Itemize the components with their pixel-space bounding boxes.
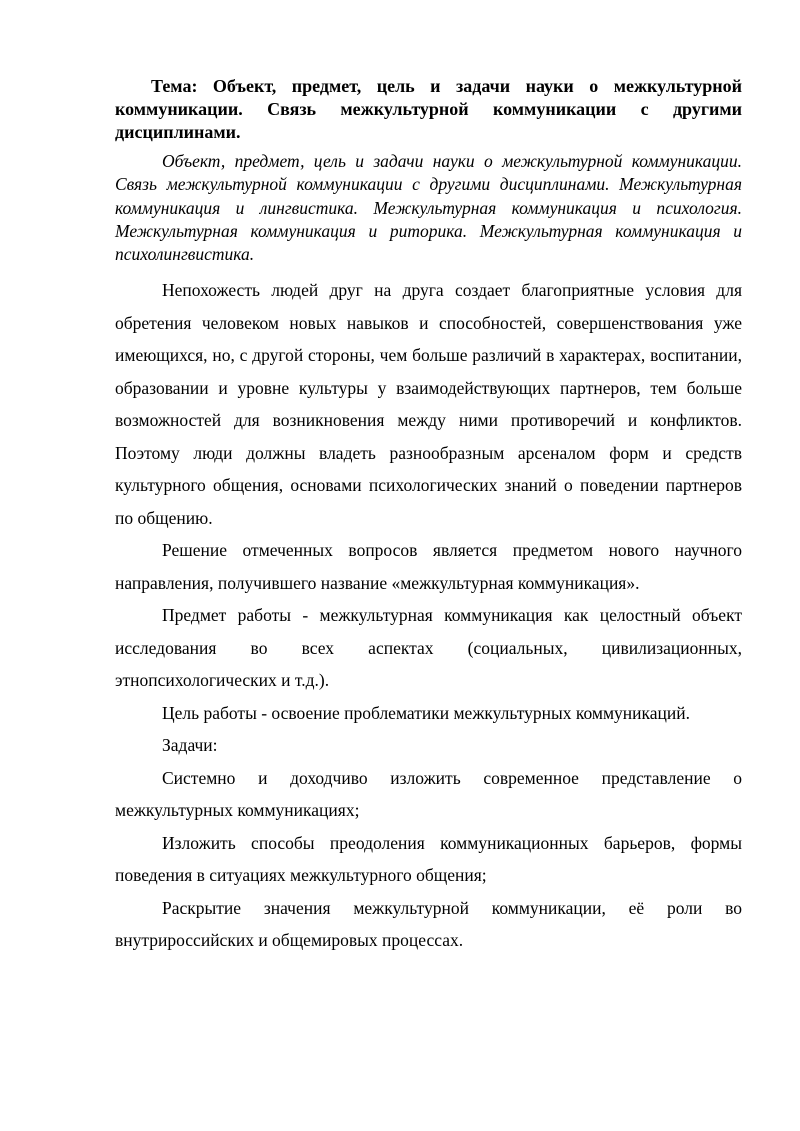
paragraph-subject: Предмет работы - межкультурная коммуникация как целостный объект исследования во всех аспектах (социальных, цивилизационных, этнопсихологических и т.д.).: [115, 605, 742, 691]
paragraph-solution: Решение отмеченных вопросов является предметом нового научного направления, получившего название «межкультурная коммуникация».: [115, 540, 742, 593]
document-title: Тема: Объект, предмет, цель и задачи науки о межкультурной коммуникации. Связь межкультурной коммуникации с другими дисциплинами.: [115, 76, 742, 142]
task-item-3: Раскрытие значения межкультурной коммуникации, её роли во внутрироссийских и общемировых процессах.: [115, 897, 742, 951]
document-page: [115, 75, 742, 957]
task-item-1: Системно и доходчиво изложить современное представление о межкультурных коммуникациях;: [115, 767, 742, 821]
task-item-2: Изложить способы преодоления коммуникационных барьеров, формы поведения в ситуациях межкультурного общения;: [115, 832, 742, 886]
topic-summary: Объект, предмет, цель и задачи науки о межкультурной коммуникации. Связь межкультурной коммуникации с другими дисциплинами. Межкультурная коммуникация и лингвистика. Межкультурная коммуникация и психология. Межкультурная коммуникация и риторика. Межкультурная коммуникация и психолингвистика.: [115, 151, 742, 265]
paragraph-goal: Цель работы - освоение проблематики межкультурных коммуникаций.: [162, 702, 690, 723]
paragraph-intro: Непохожесть людей друг на друга создает благоприятные условия для обретения человеком новых навыков и способностей, совершенствования уже имеющихся, но, с другой стороны, чем больше различий в характерах, воспитании, образовании и уровне культуры у взаимодействующих партнеров, тем больше возможностей для возникновения между ними противоречий и конфликтов. Поэтому люди должны владеть разнообразным арсеналом форм и средств культурного общения, основами психологических знаний о поведении партнеров по общению.: [115, 280, 742, 528]
tasks-heading: Задачи:: [162, 735, 218, 756]
